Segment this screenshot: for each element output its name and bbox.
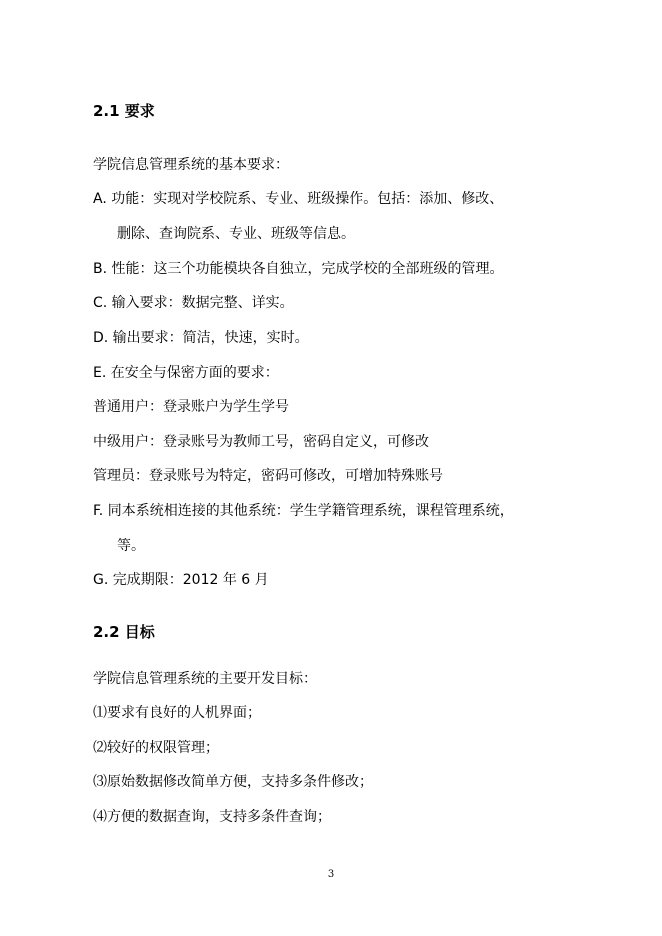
requirement-f-line1: F. 同本系统相连接的其他系统：学生学籍管理系统，课程管理系统， bbox=[93, 503, 514, 519]
goal-item-3: ⑶原始数据修改简单方便，支持多条件修改； bbox=[93, 774, 373, 790]
user-role-normal: 普通用户：登录账户为学生学号 bbox=[93, 399, 289, 415]
requirement-a-line1: A. 功能：实现对学校院系、专业、班级操作。包括：添加、修改、 bbox=[93, 191, 504, 207]
section-heading-goals: 2.2 目标 bbox=[93, 623, 155, 641]
goal-item-1: ⑴要求有良好的人机界面； bbox=[93, 705, 261, 721]
section-heading-requirements: 2.1 要求 bbox=[93, 102, 155, 120]
requirement-a-line2: 删除、查询院系、专业、班级等信息。 bbox=[117, 226, 355, 242]
requirement-c: C. 输入要求：数据完整、详实。 bbox=[93, 295, 294, 311]
user-role-intermediate: 中级用户：登录账号为教师工号，密码自定义，可修改 bbox=[93, 434, 429, 450]
requirement-f-line2: 等。 bbox=[117, 538, 145, 554]
page-number: 3 bbox=[327, 869, 335, 880]
user-role-admin: 管理员：登录账号为特定，密码可修改，可增加特殊账号 bbox=[93, 468, 443, 484]
requirement-d: D. 输出要求：简洁，快速，实时。 bbox=[93, 330, 309, 346]
requirements-intro: 学院信息管理系统的基本要求： bbox=[93, 157, 289, 173]
goal-item-2: ⑵较好的权限管理； bbox=[93, 740, 219, 756]
goals-intro: 学院信息管理系统的主要开发目标： bbox=[93, 671, 317, 687]
requirement-e: E. 在安全与保密方面的要求： bbox=[93, 365, 279, 381]
requirement-b: B. 性能：这三个功能模块各自独立，完成学校的全部班级的管理。 bbox=[93, 261, 504, 277]
goal-item-4: ⑷方便的数据查询，支持多条件查询； bbox=[93, 809, 331, 825]
requirement-g: G. 完成期限：2012 年 6 月 bbox=[93, 572, 269, 588]
